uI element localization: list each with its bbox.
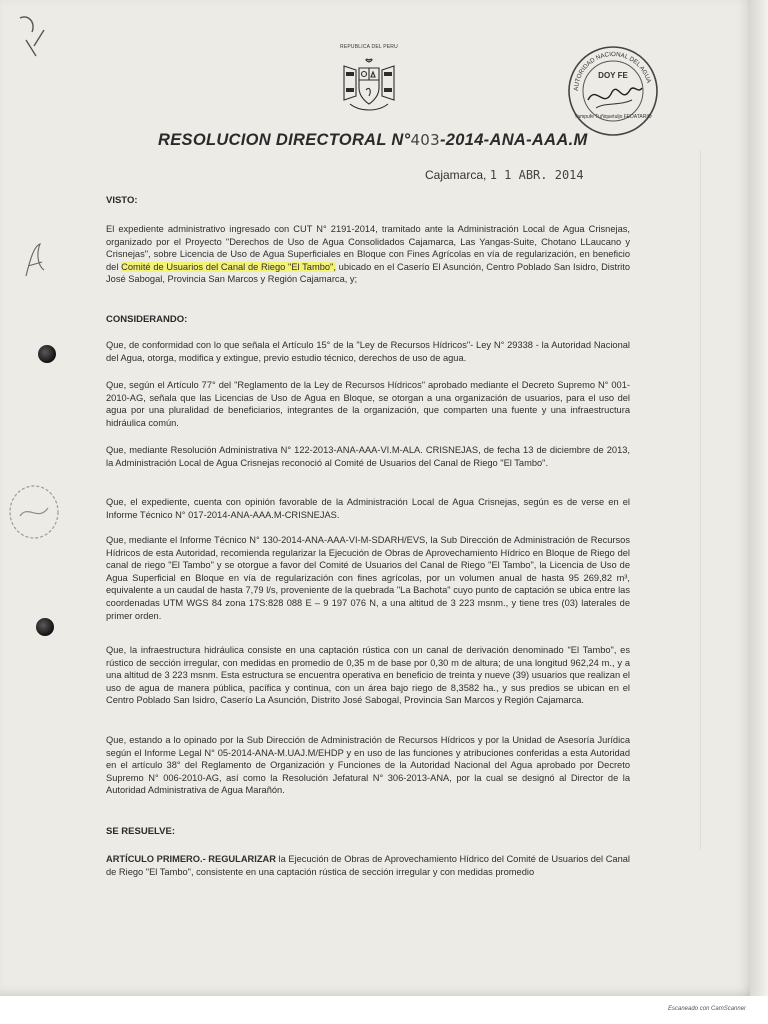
visto-text-b: ubicado en el Caserío El Asunción, Centro Poblado San Isidro, Distrito José Sabogal, Provincia San Marcos y Región Cajamarca, y; <box>106 261 630 285</box>
national-coat-of-arms <box>326 44 412 116</box>
title-handwritten-number: 403 <box>410 131 440 149</box>
crest-caption: REPUBLICA DEL PERU <box>340 44 398 50</box>
visto-text-a: El expediente administrativo ingresado con CUT N° 2191-2014, tramitado ante la Administración Local de Agua Crisnejas, organizado por el Proyecto "Derechos de Uso de Agua Consolidados Cajamarca, Las Yangas-Suite, Chotano LLaucano y Crisnejas", sobre Licencia de Uso de Agua Superficiales en Bloque con Fines Agrícolas en vía de regularización, en beneficio del <box>106 224 630 272</box>
title-prefix: RESOLUCION DIRECTORAL N° <box>158 131 411 149</box>
paragraph-articulo-primero <box>106 853 630 878</box>
paragraph-considerando-3: Que, mediante Resolución Administrativa N° 122-2013-ANA-AAA-VI.M-ALA. CRISNEJAS, de fecha 13 de diciembre de 2013, la Administración Local de Agua Crisnejas reconoció al Comité de Usuarios del Canal de Riego "El Tambo". <box>106 445 630 468</box>
margin-faded-stamp <box>6 482 62 542</box>
highlighted-committee-name: Comité de Usuarios del Canal de Riego "El Tambo", <box>121 261 336 272</box>
title-suffix: -2014-ANA-AAA.M <box>439 131 588 149</box>
seal-inner-text: DOY FE <box>598 71 628 80</box>
margin-initials <box>22 240 48 280</box>
paragraph-considerando-6: Que, la infraestructura hidráulica consiste en una captación rústica con un canal de derivación denominado "El Tambo", es rústico de sección irregular, con medidas en promedio de 0,35 m de base por 0,30 m de altura; de una longitud 962,24 m., y a una altitud de 3 223 msnm. Esta estructura se encuentra operativa en beneficio de treinta y nueve (39) usuarios que realizan el uso de agua de manera pública, pacífica y continua, con un área bajo riego de 8,3582 ha., y sus predios se ubican en el Centro Poblado San Isidro, Caserío La Asunción, Distrito José Sabogal, Provincia San Marcos y Región Cajamarca. <box>106 645 630 706</box>
bleed-through-text <box>700 150 741 850</box>
date-stamp: 1 1 ABR. 2014 <box>489 168 584 182</box>
paragraph-considerando-2: Que, según el Artículo 77° del "Reglamento de la Ley de Recursos Hídricos" aprobado mediante el Decreto Supremo N° 001-2010-AG, señala que las Licencias de Uso de Agua en Bloque, se otorgan a una organización de usuarios, para el uso del agua por una pluralidad de beneficiarios, integrantes de la organización, que comparten una fuente y una infraestructura hidráulica común. <box>106 380 630 428</box>
margin-scribble-top <box>14 10 54 60</box>
punch-hole-1 <box>38 345 56 363</box>
date-place: Cajamarca, <box>425 168 487 182</box>
underlying-page-edge <box>750 0 768 996</box>
article-one-label: ARTÍCULO PRIMERO.- <box>106 854 206 864</box>
scanner-watermark: Escaneado con CamScanner <box>668 1006 747 1012</box>
article-one-text: la Ejecución de Obras de Aprovechamiento Hídrico del Comité de Usuarios del Canal de Riego "El Tambo", consistente en una captación rústica de sección irregular y con medidas promedio <box>106 854 630 877</box>
seal-ring-text: AUTORIDAD NACIONAL DEL AGUA <box>572 50 653 92</box>
paragraph-considerando-1: Que, de conformidad con lo que señala el Artículo 15° de la "Ley de Recursos Hídricos"- Ley N° 29338 - la Autoridad Nacional del Agua, otorga, modifica y extingue, previo estudio técnico, derechos de uso de agua. <box>106 340 630 363</box>
paragraph-considerando-4: Que, el expediente, cuenta con opinión favorable de la Administración Local de Agua Crisnejas, según es de verse en el Informe Técnico N° 017-2014-ANA-AAA.M-CRISNEJAS. <box>106 497 630 520</box>
punch-hole-2 <box>36 618 54 636</box>
section-considerando: CONSIDERANDO: <box>106 314 188 325</box>
section-se-resuelve: SE RESUELVE: <box>106 826 175 837</box>
official-seal-stamp <box>566 44 660 138</box>
dateline <box>425 168 584 182</box>
paragraph-considerando-5: Que, mediante el Informe Técnico N° 130-2014-ANA-AAA-VI-M-SDARH/EVS, la Sub Dirección de Administración de Recursos Hídricos de esta Autoridad, recomienda regularizar la Ejecución de Obras de Aprovechamiento Hídrico en Bloque de Riego del canal de riego "El Tambo" y se otorgue a favor del Comité de Usuarios del Canal de Riego "El Tambo", la Licencia de Uso de Agua Superficial en Bloque en vía de regularización con fines agrícolas, por un volumen anual de hasta 95 269,82 m³, equivalente a un caudal de hasta 7,79 l/s, proveniente de la quebrada "La Bachota" cuyo punto de captación se ubica entre las coordenadas UTM WGS 84 zona 17S:828 088 E – 9 197 076 N, a una altitud de 3 223 msnm., y tiene tres (03) laterales de primer orden. <box>106 535 630 621</box>
paragraph-considerando-7: Que, estando a lo opinado por la Sub Dirección de Administración de Recursos Hídricos y por la Unidad de Asesoría Jurídica según el Informe Legal N° 05-2014-ANA-M.UAJ.M/EHDP y en uso de las funciones y atribuciones conferidas a esta Autoridad en el artículo 38° del Reglamento de Organización y Funciones de la Autoridad Nacional del Agua aprobado por Decreto Supremo N° 006-2010-AG, así como la Resolución Jefatural N° 306-2013-ANA, por la cual se designó al Director de la Autoridad Administrativa de Agua Marañón. <box>106 735 630 796</box>
article-one-verb: REGULARIZAR <box>208 854 276 864</box>
seal-signature-caption: Yampufe Tuñiquetuljo FEDATARIO <box>574 114 652 120</box>
section-visto: VISTO: <box>106 195 138 206</box>
resolution-title <box>158 131 608 150</box>
paragraph-visto <box>106 223 630 286</box>
